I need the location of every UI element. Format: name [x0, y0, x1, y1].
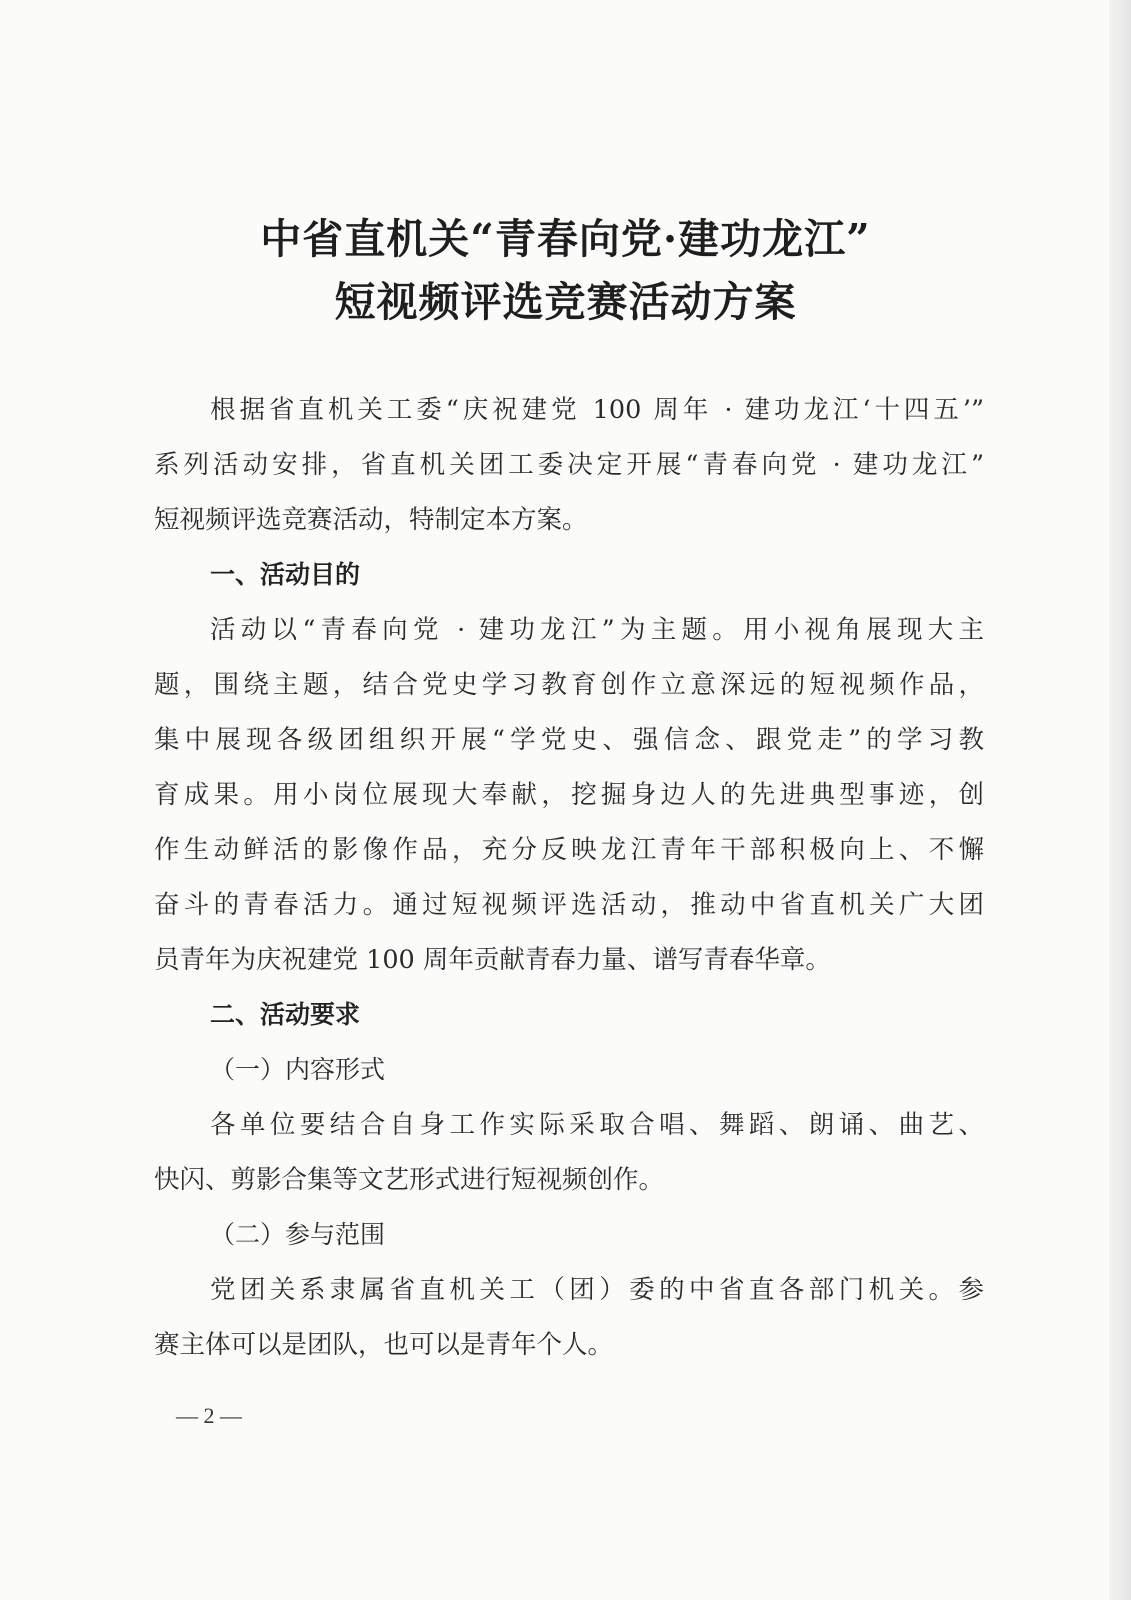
- document-title-line-2: 短视频评选竞赛活动方案: [334, 278, 797, 326]
- intro-line: 根据省直机关工委“庆祝建党 100 周年 · 建功龙江‘十四五’”: [210, 395, 984, 425]
- intro-line: 短视频评选竞赛活动，特制定本方案。: [154, 505, 588, 535]
- paragraph-line: 各单位要结合自身工作实际采取合唱、舞蹈、朗诵、曲艺、: [210, 1110, 984, 1140]
- paragraph-line: 活动以“青春向党 · 建功龙江”为主题。用小视角展现大主: [210, 615, 984, 645]
- page-number: — 2 —: [176, 1403, 242, 1428]
- intro-line: 系列活动安排，省直机关团工委决定开展“青春向党 · 建功龙江”: [154, 450, 984, 480]
- paragraph-line: 员青年为庆祝建党 100 周年贡献青春力量、谱写青春华章。: [154, 945, 831, 975]
- paragraph-line: 快闪、剪影合集等文艺形式进行短视频创作。: [154, 1165, 665, 1195]
- scan-edge-shadow: [1109, 0, 1131, 1600]
- paragraph-line: 题，围绕主题，结合党史学习教育创作立意深远的短视频作品，: [154, 670, 984, 700]
- paragraph-line: 奋斗的青春活力。通过短视频评选活动，推动中省直机关广大团: [154, 890, 984, 920]
- paragraph-line: 育成果。用小岗位展现大奉献，挖掘身边人的先进典型事迹，创: [154, 780, 984, 810]
- paragraph-line: 赛主体可以是团队，也可以是青年个人。: [154, 1330, 614, 1360]
- section-heading: 一、活动目的: [210, 560, 361, 589]
- section-heading: 二、活动要求: [210, 1000, 361, 1029]
- subsection-heading: （一）内容形式: [210, 1055, 386, 1084]
- subsection-heading: （二）参与范围: [210, 1220, 386, 1249]
- paragraph-line: 党团关系隶属省直机关工（团）委的中省直各部门机关。参: [210, 1275, 984, 1305]
- paragraph-line: 作生动鲜活的影像作品，充分反映龙江青年干部积极向上、不懈: [154, 835, 984, 865]
- paragraph-line: 集中展现各级团组织开展“学党史、强信念、跟党走”的学习教: [154, 725, 984, 755]
- document-title-line-1: 中省直机关“青春向党·建功龙江”: [260, 215, 871, 263]
